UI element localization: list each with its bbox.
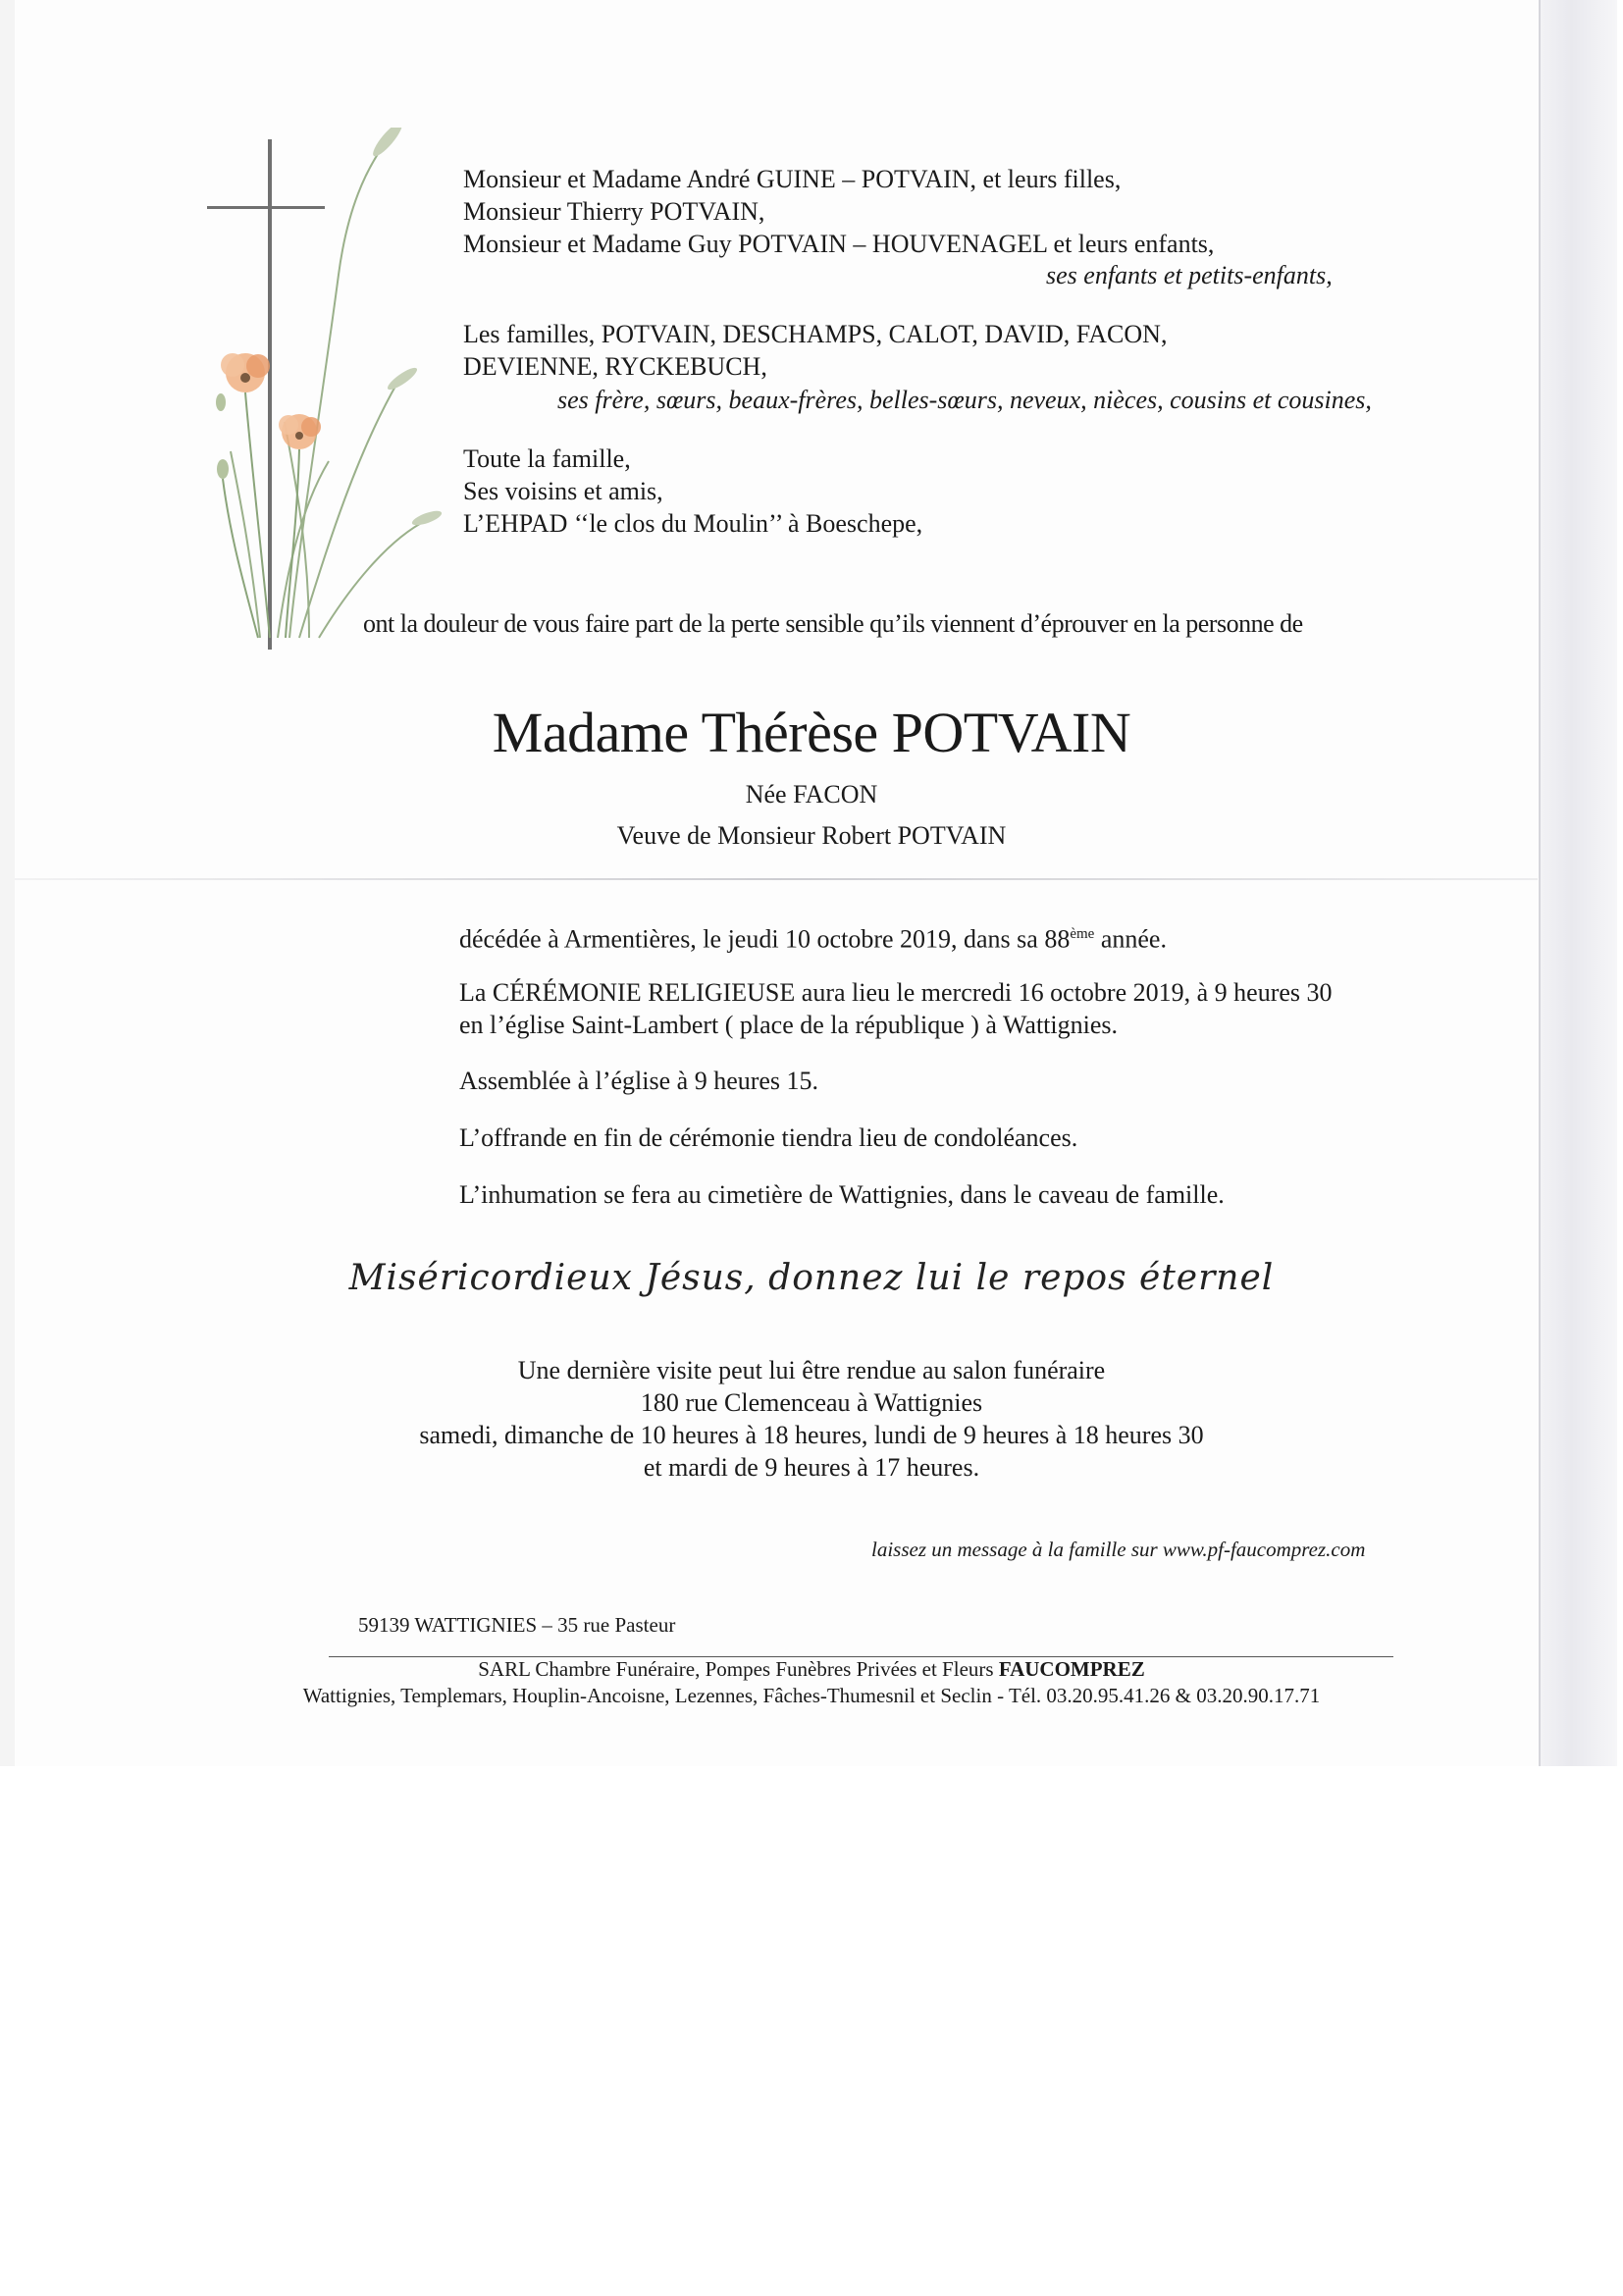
children-note: ses enfants et petits-enfants, — [1046, 261, 1333, 289]
offering-note: L’offrande en fin de cérémonie tiendra lieu de condoléances. — [459, 1123, 1078, 1152]
ceremony-line-1: La CÉRÉMONIE RELIGIEUSE aura lieu le mercredi 16 octobre 2019, à 9 heures 30 — [459, 978, 1333, 1007]
company-locations: Wattignies, Templemars, Houplin-Ancoisne, Lezennes, Fâches-Thumesnil et Seclin - Tél. 03.20.95.41.26 & 03.20.90.17.71 — [302, 1684, 1321, 1707]
family-line-2: Monsieur Thierry POTVAIN, — [463, 197, 765, 226]
deceased-name: Madame Thérèse POTVAIN — [492, 701, 1131, 764]
deceased-block — [0, 702, 1623, 764]
visit-line-3: samedi, dimanche de 10 heures à 18 heures, lundi de 9 heures à 18 heures 30 — [419, 1421, 1204, 1449]
cross-poppy-illustration — [191, 128, 446, 677]
others-line-3: L’EHPAD ‘‘le clos du Moulin’’ à Boeschepe, — [463, 509, 923, 538]
address: 59139 WATTIGNIES – 35 rue Pasteur — [358, 1613, 676, 1637]
others-line-1: Toute la famille, — [463, 444, 631, 473]
prayer-text: Miséricordieux Jésus, donnez lui le repos éternel — [348, 1258, 1275, 1298]
assembly-time: Assemblée à l’église à 9 heures 15. — [459, 1067, 819, 1095]
visit-line-2: 180 rue Clemenceau à Wattignies — [640, 1388, 983, 1417]
relatives-note: ses frère, sœurs, beaux-frères, belles-sœurs, neveux, nièces, cousins et cousines, — [557, 386, 1372, 414]
ceremony-line-2: en l’église Saint-Lambert ( place de la république ) à Wattignies. — [459, 1011, 1119, 1039]
page-margin-left — [0, 0, 15, 1766]
death-notice: décédée à Armentières, le jeudi 10 octobre 2019, dans sa 88ème année. — [459, 924, 1167, 954]
wheat-ears-icon — [369, 128, 443, 528]
burial-note: L’inhumation se fera au cimetière de Wattignies, dans le caveau de famille. — [459, 1180, 1225, 1209]
visit-line-4: et mardi de 9 heures à 17 heures. — [643, 1453, 980, 1482]
families-line-1: Les familles, POTVAIN, DESCHAMPS, CALOT, DAVID, FACON, — [463, 320, 1168, 348]
visit-line-1: Une dernière visite peut lui être rendue au salon funéraire — [517, 1356, 1106, 1384]
company-line: SARL Chambre Funéraire, Pompes Funèbres Privées et Fleurs FAUCOMPREZ — [478, 1657, 1145, 1681]
families-line-2: DEVIENNE, RYCKEBUCH, — [463, 352, 767, 381]
others-line-2: Ses voisins et amis, — [463, 477, 663, 505]
page-edge-right — [1539, 0, 1617, 1766]
family-line-3: Monsieur et Madame Guy POTVAIN – HOUVENAGEL et leurs enfants, — [463, 230, 1215, 258]
website-message[interactable]: laissez un message à la famille sur www.pf-faucomprez.com — [871, 1538, 1366, 1561]
family-line-1: Monsieur et Madame André GUINE – POTVAIN, et leurs filles, — [463, 165, 1122, 193]
announcement-text: ont la douleur de vous faire part de la perte sensible qu’ils viennent d’éprouver en la personne de — [363, 609, 1303, 638]
maiden-name: Née FACON — [745, 780, 878, 809]
fold-line — [15, 878, 1538, 880]
company-name: FAUCOMPREZ — [998, 1657, 1145, 1681]
widow-of: Veuve de Monsieur Robert POTVAIN — [616, 821, 1007, 850]
